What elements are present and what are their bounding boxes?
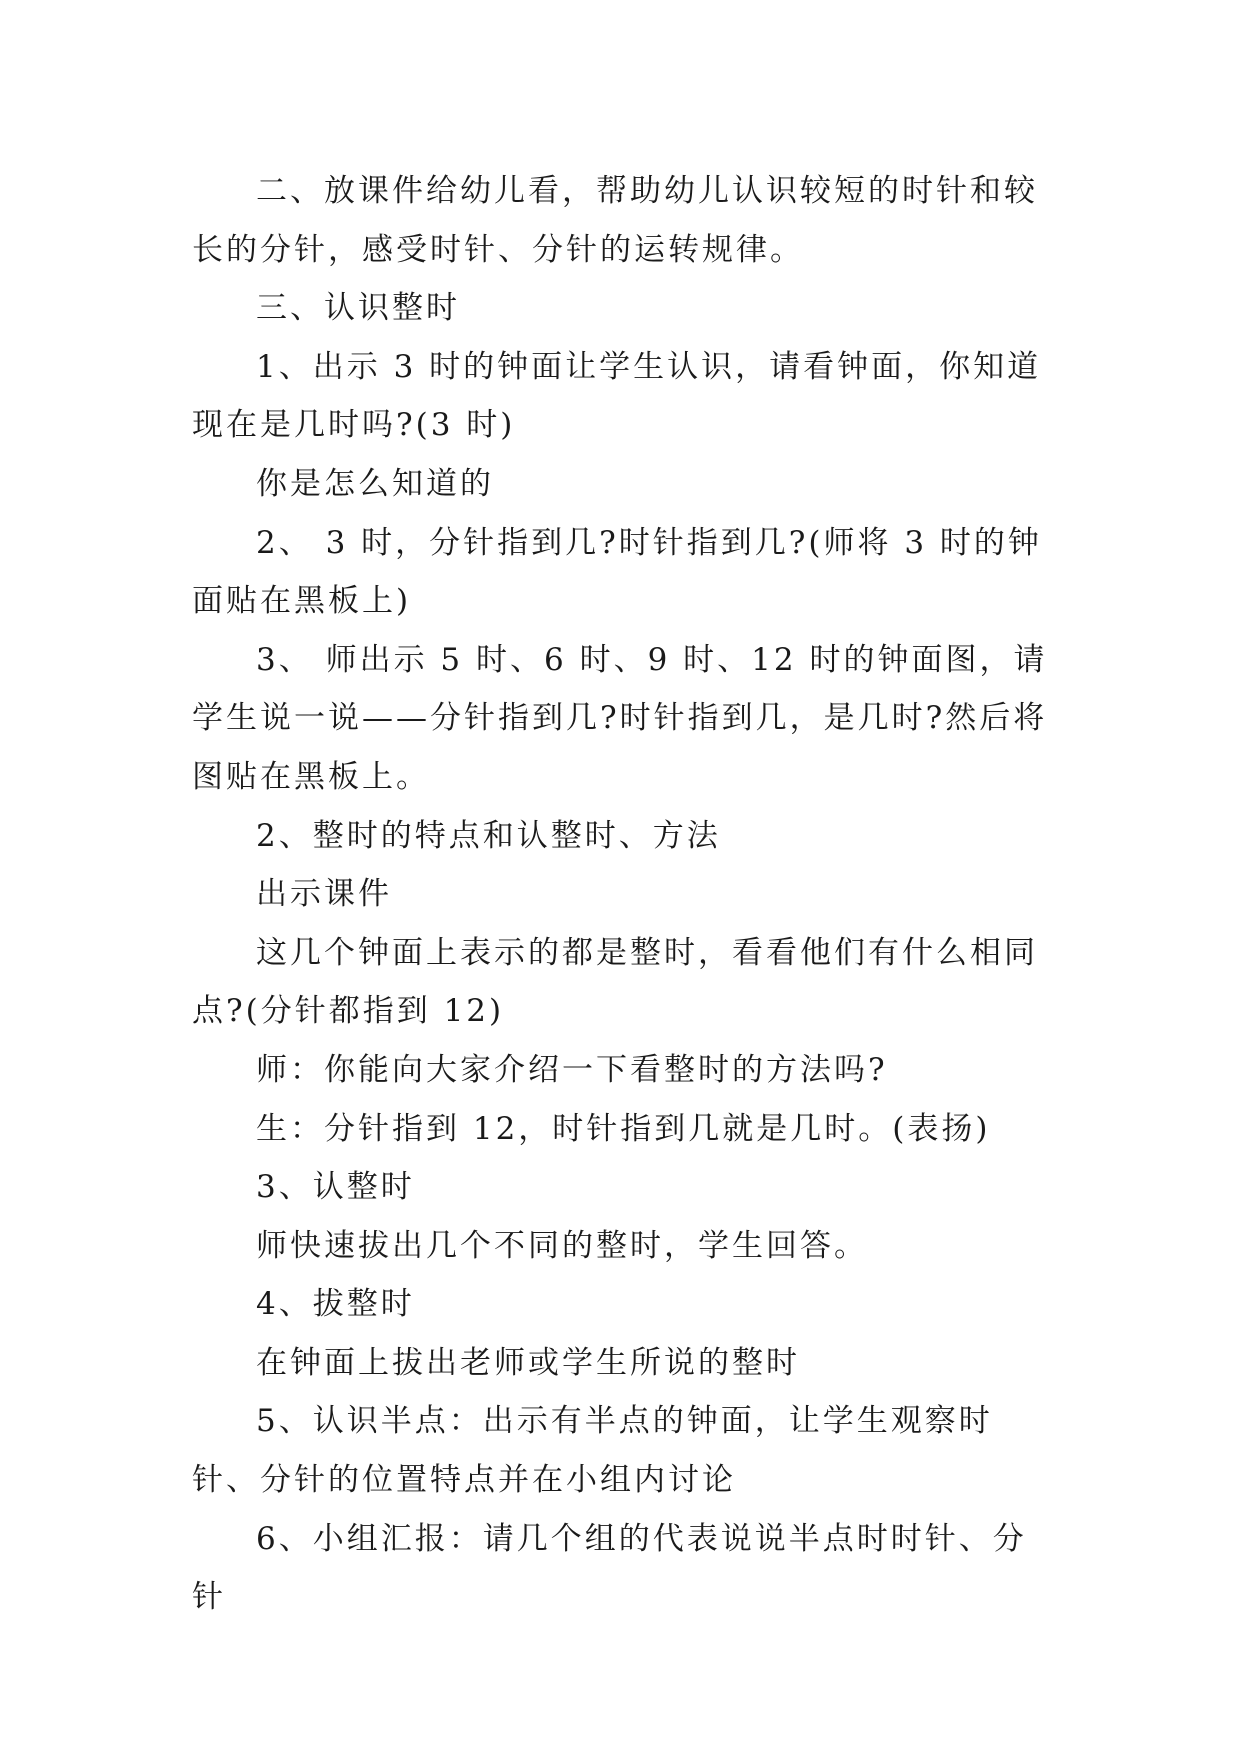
paragraph: 师快速拔出几个不同的整时，学生回答。 bbox=[256, 1227, 868, 1264]
paragraph: 出示课件 bbox=[256, 876, 392, 913]
paragraph: 二、放课件给幼儿看，帮助幼儿认识较短的时针和较长的分针，感受时针、分针的运转规律。 bbox=[192, 173, 1038, 268]
paragraph: 2、整时的特点和认整时、方法 bbox=[256, 817, 721, 854]
paragraph: 这几个钟面上表示的都是整时，看看他们有什么相同点?(分针都指到 12) bbox=[192, 934, 1038, 1030]
paragraph: 6、小组汇报：请几个组的代表说说半点时时针、分针 bbox=[192, 1520, 1027, 1616]
paragraph: 3、 师出示 5 时、6 时、9 时、12 时的钟面图，请学生说一说——分针指到几?时针指到几，是几时?然后将图贴在黑板上。 bbox=[192, 641, 1048, 795]
paragraph: 1、出示 3 时的钟面让学生认识，请看钟面，你知道现在是几时吗?(3 时) bbox=[192, 348, 1042, 444]
paragraph: 5、认识半点：出示有半点的钟面，让学生观察时针、分针的位置特点并在小组内讨论 bbox=[192, 1403, 993, 1499]
paragraph: 三、认识整时 bbox=[256, 290, 460, 327]
paragraph: 你是怎么知道的 bbox=[256, 465, 494, 502]
paragraph: 3、认整时 bbox=[256, 1169, 415, 1206]
paragraph: 2、 3 时，分针指到几?时针指到几?(师将 3 时的钟面贴在黑板上) bbox=[192, 524, 1042, 620]
paragraph: 在钟面上拔出老师或学生所说的整时 bbox=[256, 1344, 800, 1381]
document-body bbox=[192, 162, 1060, 1627]
paragraph: 4、拔整时 bbox=[256, 1286, 415, 1323]
paragraph: 生：分针指到 12，时针指到几就是几时。(表扬) bbox=[256, 1110, 991, 1147]
paragraph: 师：你能向大家介绍一下看整时的方法吗? bbox=[256, 1051, 888, 1088]
